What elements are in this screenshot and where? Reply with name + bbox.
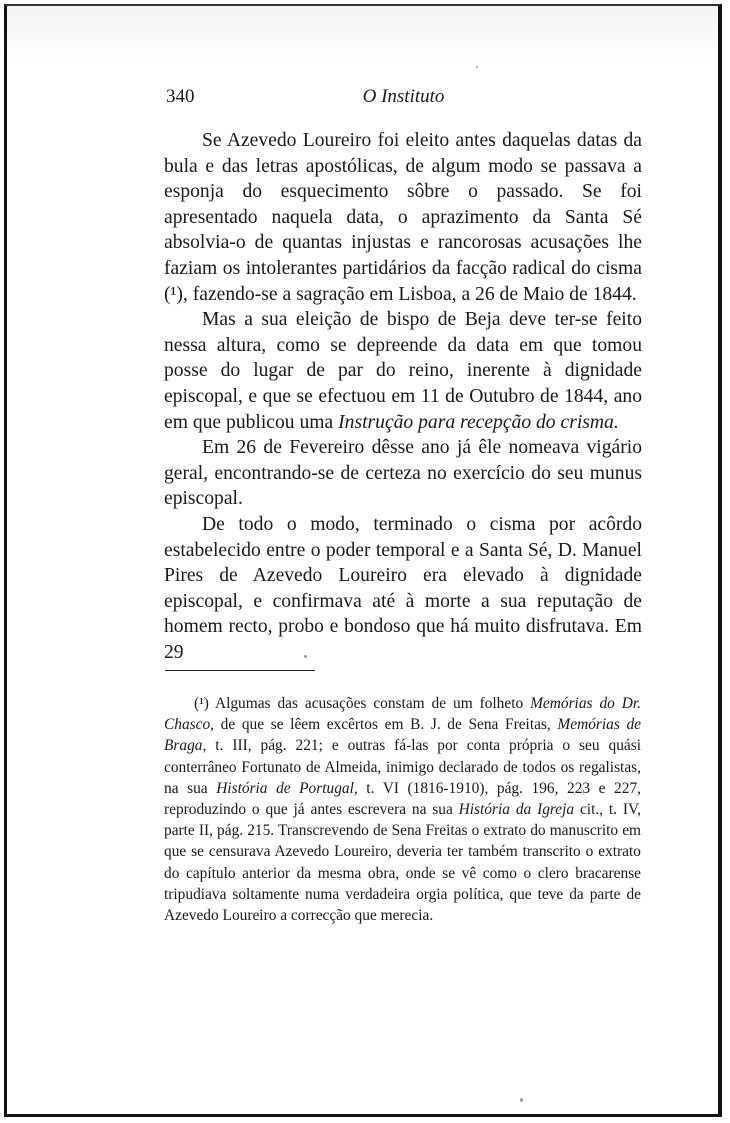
footnote-title-4: História da Igreja	[458, 801, 575, 819]
scan-speck	[476, 66, 478, 68]
scan-speck	[520, 1098, 523, 1102]
paragraph-4: De todo o modo, terminado o cisma por acôrdo estabelecido entre o poder temporal e a Santa Sé, D. Manuel Pires de Azevedo Loureiro era elevado à dignidade episcopal, e confirmava até à morte a sua reputação de homem recto, probo e bondoso que há muito disfrutava. Em 29	[164, 513, 642, 663]
footnote-text-2: de que se lêem excêrtos em B. J. de Sena Freitas,	[214, 716, 558, 734]
paragraph-3: Em 26 de Fevereiro dêsse ano já êle nomeava vigário geral, encontrando-se de certeza no exercício do seu munus episcopal.	[164, 437, 642, 510]
paragraph-2-text: Mas a sua eleição de bispo de Beja deve ter-se feito nessa altura, como se depreende da data em que tomou posse do lugar de par do reino, inerente à dignidade episcopal, e que se efectuou em 11 de Outubro de 1844, ano em que publicou uma	[164, 309, 642, 433]
footnote-marker: (¹)	[194, 695, 215, 712]
running-title: O Instituto	[362, 86, 445, 107]
paragraph-1: Se Azevedo Loureiro foi eleito antes daquelas datas da bula e das letras apostólicas, de algum modo se passava a esponja do esquecimento sôbre o passado. Se foi apresentado naquela data, o aprazimento da Santa Sé absolvia-o de quantas injustas e rancorosas acusações lhe faziam os intolerantes partidários da facção radical do cisma (¹), fazendo-se a sagração em Lisboa, a 26 de Maio de 1844.	[164, 130, 642, 305]
running-head	[166, 86, 641, 112]
footnote-text-5: cit., t. IV, parte II, pág. 215. Transcrevendo de Sena Freitas o extrato do manuscrito em que se censurava Azevedo Loureiro, deveria ter também transcrito o extrato do capítulo anterior da mesma obra, onde se vê como o clero bracarense tripudiava soltamente numa verdadeira orgia política, que teve da parte de Azevedo Loureiro a correcção que merecia.	[164, 801, 641, 925]
book-title: Instrução para recepção do crisma.	[338, 411, 619, 433]
paragraph-2	[164, 307, 642, 435]
footnote-rule	[165, 670, 315, 671]
page-number: 340	[166, 86, 195, 107]
footnote	[164, 693, 641, 926]
body-text	[164, 128, 642, 665]
footnote-text-1: Algumas das acusações constam de um folheto	[214, 695, 531, 712]
footnote-text-4: t. VI (1816-1910), pág. 196, 223 e 227, reproduzindo o que já antes escrevera na sua	[164, 779, 641, 819]
footnote-text-3: t. III, pág. 221; e outras fá-las por conta própria o seu quási conterrâneo Fortunato de Almeida, inimigo declarado de todos os regalistas, na sua	[164, 737, 641, 797]
footnote-title-2: Memórias de Braga,	[164, 716, 642, 755]
footnote-title-1: Memórias do Dr. Chasco,	[164, 695, 642, 734]
scan-speck	[304, 655, 307, 658]
footnote-title-3: História de Portugal,	[216, 779, 358, 797]
